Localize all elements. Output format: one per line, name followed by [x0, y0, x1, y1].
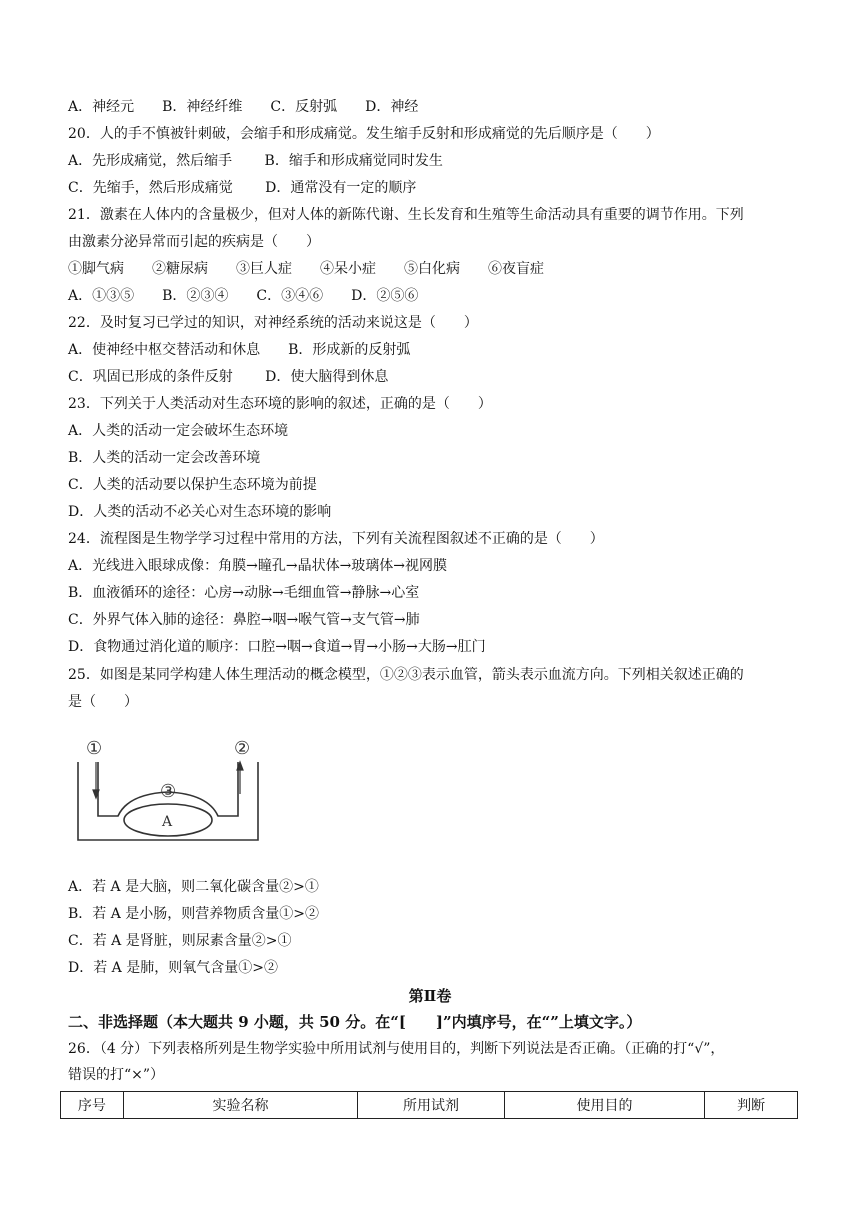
q24-option-d: D．食物通过消化道的顺序：口腔→咽→食道→胃→小肠→大肠→肛门	[68, 639, 486, 655]
q25-option-d: D．若 A 是肺，则氧气含量①>②	[68, 960, 278, 976]
q22-options-cd: C．巩固已形成的条件反射 D．使大脑得到休息	[68, 369, 389, 385]
vessel-1-label: ①	[86, 738, 103, 759]
header-index: 序号	[61, 1092, 124, 1119]
vessel-3-label: ③	[160, 781, 177, 802]
q20-options-ab: A．先形成痛觉，然后缩手 B．缩手和形成痛觉同时发生	[68, 153, 443, 169]
section-title: 第Ⅱ卷	[408, 987, 452, 1005]
q25-option-a: A．若 A 是大脑，则二氧化碳含量②>①	[68, 879, 319, 895]
header-reagent: 所用试剂	[358, 1092, 505, 1119]
q24-option-a: A．光线进入眼球成像：角膜→瞳孔→晶状体→玻璃体→视网膜	[68, 558, 448, 574]
q23-option-c: C．人类的活动要以保护生态环境为前提	[68, 477, 317, 493]
header-experiment-name: 实验名称	[123, 1092, 357, 1119]
q21-options: A．①③⑤ B．②③④ C．③④⑥ D．②⑤⑥	[68, 288, 419, 304]
q20-stem: 20．人的手不慎被针刺破，会缩手和形成痛觉。发生缩手反射和形成痛觉的先后顺序是（ ）	[68, 126, 660, 142]
q24-stem: 24．流程图是生物学学习过程中常用的方法，下列有关流程图叙述不正确的是（ ）	[68, 531, 604, 547]
q26-stem-line1: 26．（4 分）下列表格所列是生物学实验中所用试剂与使用目的，判断下列说法是否正确。（正确的打“√”，	[68, 1041, 725, 1057]
q24-option-c: C．外界气体入肺的途径：鼻腔→咽→喉气管→支气管→肺	[68, 612, 420, 628]
q23-option-b: B．人类的活动一定会改善环境	[68, 450, 261, 466]
q26-stem-line2: 错误的打“×”）	[68, 1067, 165, 1083]
experiment-table	[60, 1091, 798, 1119]
q25-stem-line1: 25．如图是某同学构建人体生理活动的概念模型，①②③表示血管，箭头表示血流方向。下列相关叙述正确的	[68, 667, 744, 683]
header-judgement: 判断	[705, 1092, 798, 1119]
q23-option-d: D．人类的活动不必关心对生态环境的影响	[68, 504, 332, 520]
q22-stem: 22．及时复习已学过的知识，对神经系统的活动来说这是（ ）	[68, 315, 478, 331]
q19-options: A．神经元 B．神经纤维 C．反射弧 D．神经	[68, 99, 419, 115]
concept-model-diagram	[68, 732, 298, 852]
q21-diseases: ①脚气病 ②糖尿病 ③巨人症 ④呆小症 ⑤白化病 ⑥夜盲症	[68, 261, 544, 277]
q25-option-c: C．若 A 是肾脏，则尿素含量②>①	[68, 933, 292, 949]
q21-stem-line1: 21．激素在人体内的含量极少，但对人体的新陈代谢、生长发育和生殖等生命活动具有重要的调节作用。下列	[68, 207, 744, 223]
q23-stem: 23．下列关于人类活动对生态环境的影响的叙述，正确的是（ ）	[68, 396, 492, 412]
q24-option-b: B．血液循环的途径：心房→动脉→毛细血管→静脉→心室	[68, 585, 420, 601]
q21-stem-line2: 由激素分泌异常而引起的疾病是（ ）	[68, 234, 320, 250]
section-heading: 二、非选择题（本大题共 9 小题，共 50 分。在“[ ]”内填序号，在“”上填文字。）	[68, 1013, 642, 1031]
q25-stem-line2: 是（ ）	[68, 694, 138, 710]
vessel-2-label: ②	[234, 738, 251, 759]
q23-option-a: A．人类的活动一定会破坏生态环境	[68, 423, 289, 439]
q22-options-ab: A．使神经中枢交替活动和休息 B．形成新的反射弧	[68, 342, 411, 358]
q20-options-cd: C．先缩手，然后形成痛觉 D．通常没有一定的顺序	[68, 180, 417, 196]
organ-a-label: A	[162, 814, 173, 830]
table-header-row	[61, 1092, 798, 1119]
header-purpose: 使用目的	[504, 1092, 704, 1119]
q25-option-b: B．若 A 是小肠，则营养物质含量①>②	[68, 906, 320, 922]
